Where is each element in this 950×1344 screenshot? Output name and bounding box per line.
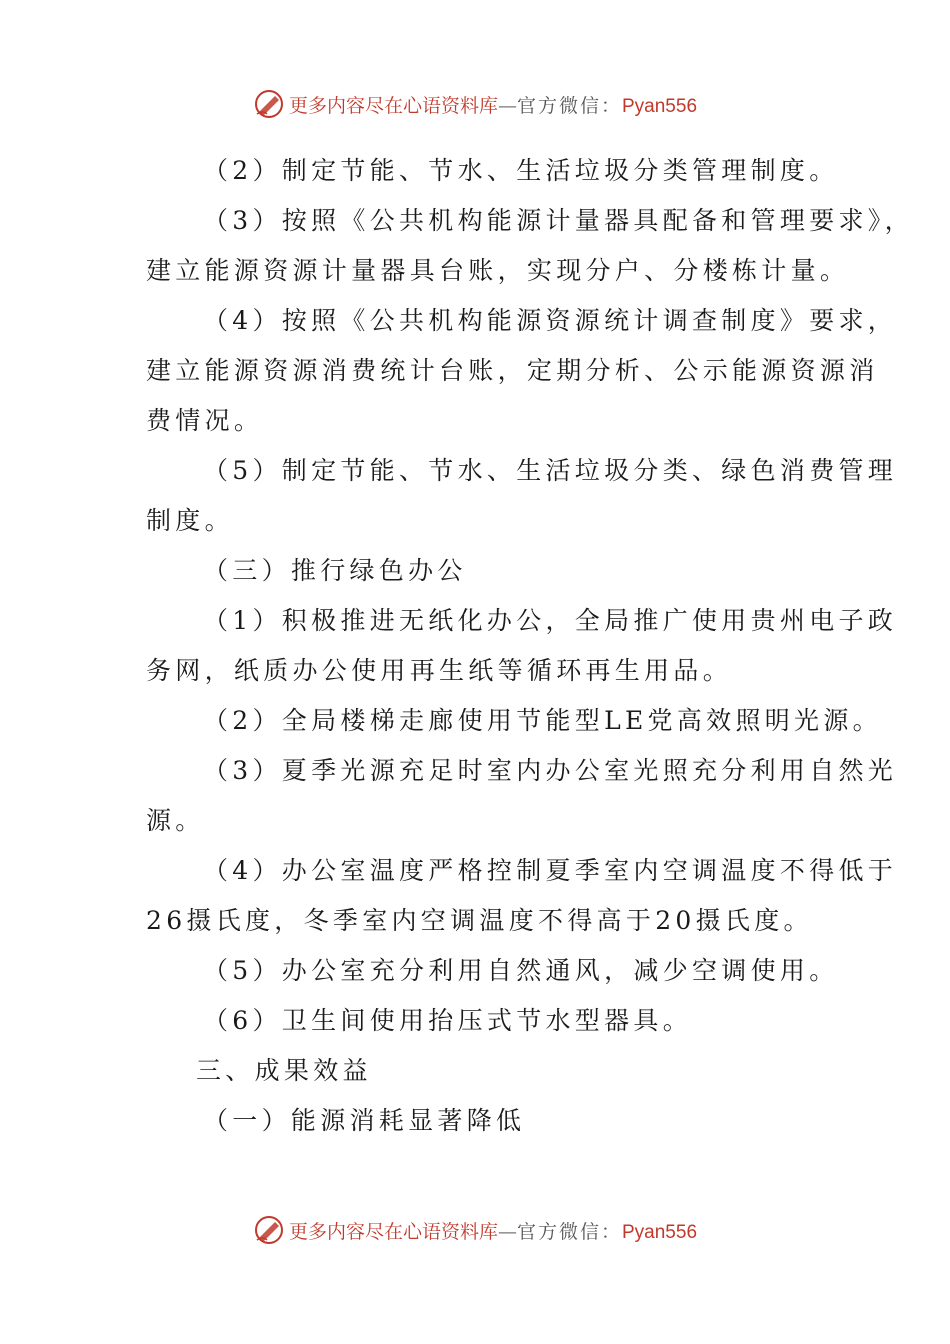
section-heading: 三、成果效益: [196, 1056, 372, 1085]
dash: —: [497, 94, 517, 117]
paragraph-line: 制度。: [146, 506, 234, 535]
paragraph-line: （5）制定节能、节水、生活垃圾分类、绿色消费管理: [203, 456, 898, 485]
paragraph-line: 务网，纸质办公使用再生纸等循环再生用品。: [146, 656, 733, 685]
wechat-id: Pyan556: [622, 95, 698, 117]
footer-watermark: [0, 1210, 950, 1250]
wechat-id: Pyan556: [622, 1221, 698, 1243]
header-banner-text: [289, 91, 697, 118]
pen-logo-icon: [253, 88, 285, 120]
header-watermark: [0, 84, 950, 124]
paragraph-line: （3）按照《公共机构能源计量器具配备和管理要求》，: [203, 206, 914, 235]
paragraph-line: 费情况。: [146, 406, 264, 435]
paragraph-line: 26摄氏度，冬季室内空调温度不得高于20摄氏度。: [146, 906, 813, 935]
brand-text: 更多内容尽在心语资料库: [288, 94, 498, 117]
paragraph-line: （4）按照《公共机构能源资源统计调查制度》要求，: [203, 306, 898, 335]
brand-text: 更多内容尽在心语资料库: [288, 1220, 498, 1243]
paragraph-line: 建立能源资源计量器具台账，实现分户、分楼栋计量。: [146, 256, 850, 285]
wechat-label: 官方微信：: [516, 1220, 622, 1243]
footer-banner-text: [289, 1217, 697, 1244]
paragraph-line: （2）制定节能、节水、生活垃圾分类管理制度。: [203, 156, 839, 185]
wechat-label: 官方微信：: [516, 94, 622, 117]
pen-logo-icon: [253, 1214, 285, 1246]
paragraph-line: （6）卫生间使用抬压式节水型器具。: [203, 1006, 693, 1035]
paragraph-line: （2）全局楼梯走廊使用节能型LE党高效照明光源。: [203, 706, 882, 735]
paragraph-line: （5）办公室充分利用自然通风，减少空调使用。: [203, 956, 839, 985]
paragraph-line: （3）夏季光源充足时室内办公室光照充分利用自然光: [203, 756, 898, 785]
paragraph-line: 源。: [146, 806, 205, 835]
paragraph-line: （1）积极推进无纸化办公，全局推广使用贵州电子政: [203, 606, 898, 635]
paragraph-line: 建立能源资源消费统计台账，定期分析、公示能源资源消: [146, 356, 879, 385]
section-heading: （一）能源消耗显著降低: [203, 1106, 526, 1135]
dash: —: [497, 1220, 517, 1243]
paragraph-line: （4）办公室温度严格控制夏季室内空调温度不得低于: [203, 856, 898, 885]
section-heading: （三）推行绿色办公: [203, 556, 467, 585]
